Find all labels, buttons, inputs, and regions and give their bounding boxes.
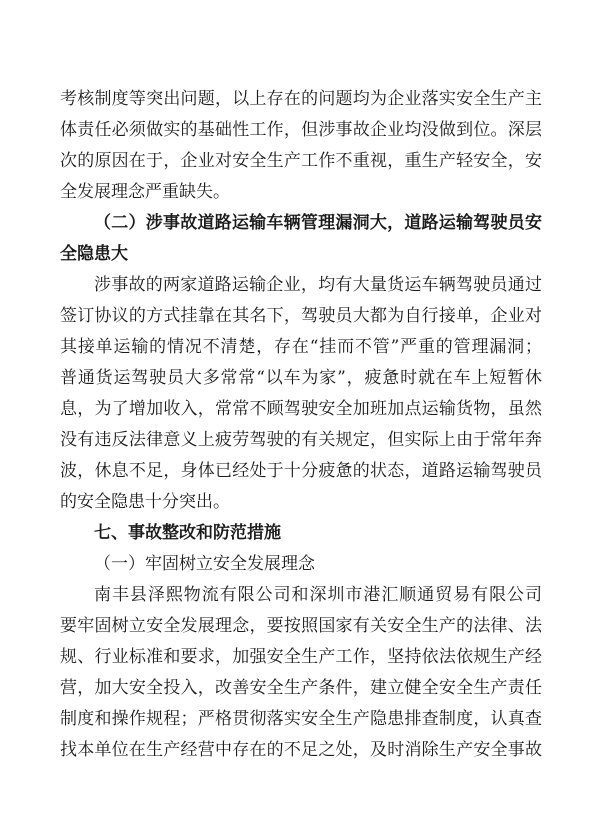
section-heading: （二）涉事故道路运输车辆管理漏洞大，道路运输驾驶员安 xyxy=(94,213,542,233)
body-text-line: 规、行业标准和要求，加强安全生产工作，坚持依法依规生产经 xyxy=(60,647,542,667)
body-text-line: 次的原因在于，企业对安全生产工作不重视，重生产轻安全，安 xyxy=(60,151,542,171)
subsection-heading: （一）牢固树立安全发展理念 xyxy=(94,554,315,574)
section-heading-continuation: 全隐患大 xyxy=(60,244,128,264)
body-text-line: 南丰县泽熙物流有限公司和深圳市港汇顺通贸易有限公司 xyxy=(94,585,542,605)
body-text-line: 营，加大安全投入，改善安全生产条件，建立健全安全生产责任 xyxy=(60,678,542,698)
body-text-line: 普通货运驾驶员大多常常“以车为家”，疲惫时就在车上短暂休 xyxy=(60,368,542,388)
body-text-line: 体责任必须做实的基础性工作，但涉事故企业均没做到位。深层 xyxy=(60,120,542,140)
body-text-line: 涉事故的两家道路运输企业，均有大量货运车辆驾驶员通过 xyxy=(94,275,542,295)
body-text-line: 息，为了增加收入，常常不顾驾驶安全加班加点运输货物，虽然 xyxy=(60,399,542,419)
body-text-line: 没有违反法律意义上疲劳驾驶的有关规定，但实际上由于常年奔 xyxy=(60,430,542,450)
body-text-line: 其接单运输的情况不清楚，存在“挂而不管”严重的管理漏洞； xyxy=(60,337,542,357)
body-text-line: 要牢固树立安全发展理念，要按照国家有关安全生产的法律、法 xyxy=(60,616,542,636)
body-text-line: 考核制度等突出问题，以上存在的问题均为企业落实安全生产主 xyxy=(60,89,542,109)
body-text-line: 的安全隐患十分突出。 xyxy=(60,492,230,512)
body-text-line: 全发展理念严重缺失。 xyxy=(60,182,230,202)
body-text-line: 找本单位在生产经营中存在的不足之处，及时消除生产安全事故 xyxy=(60,740,542,760)
chapter-heading: 七、事故整改和防范措施 xyxy=(94,523,281,543)
body-text-line: 波，休息不足，身体已经处于十分疲惫的状态，道路运输驾驶员 xyxy=(60,461,542,481)
body-text-line: 签订协议的方式挂靠在其名下，驾驶员大都为自行接单，企业对 xyxy=(60,306,542,326)
body-text-line: 制度和操作规程；严格贯彻落实安全生产隐患排查制度，认真查 xyxy=(60,709,542,729)
